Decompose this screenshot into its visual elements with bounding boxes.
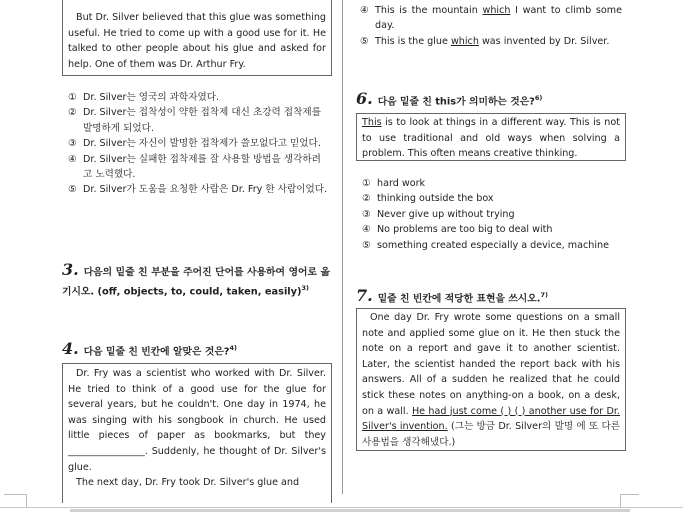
q5-option-4[interactable]: ④ This is the mountain which I want to climb some day. (360, 5, 622, 32)
q7-answer-sentence[interactable]: He had just come ( ) ( ) another use for Dr. Silver's invention. (362, 405, 620, 433)
q7-title: 밑줄 친 빈칸에 적당한 표현을 쓰시오. (377, 293, 541, 305)
passage-box-q7 (356, 308, 626, 451)
q2-option-4[interactable]: ④ Dr. Silver는 실패한 접착제를 잘 사용할 방법을 생각하려고 노력했다. (68, 153, 321, 181)
q2-options (68, 90, 330, 198)
q6-passage-text: is to look at things in a different way. This is not to use traditional and old ways when solving a problem. This often means creative thinking. (362, 117, 620, 160)
passage-box-q6 (356, 113, 626, 161)
q6-heading (356, 91, 626, 109)
column-divider (342, 0, 343, 494)
q6-underlined-this: This (362, 117, 382, 128)
q7-heading (356, 288, 626, 306)
q4-title: 다음 밑줄 친 빈칸에 알맞은 것은? (83, 346, 230, 358)
q4-number: 4. (62, 339, 79, 359)
q4-heading (62, 341, 330, 359)
page-footer-mark-right (620, 494, 639, 508)
horizontal-scrollbar[interactable] (70, 509, 630, 512)
q3-heading (62, 262, 330, 299)
q2-option-5[interactable]: ⑤ Dr. Silver가 도움을 요청한 사람은 Dr. Fry 한 사람이었다. (68, 184, 328, 196)
q7-korean-translation: (그는 방금 Dr. Silver의 발명 에 또 다른 사용법을 생각해냈다.) (362, 421, 620, 448)
q4-footnote: 4) (229, 344, 237, 352)
q3-number: 3. (62, 260, 79, 279)
q3-footnote: 3) (301, 283, 310, 292)
q6-title: 다음 밑줄 친 this가 의미하는 것은? (377, 96, 535, 108)
q6-option-3[interactable]: ③ Never give up without trying (362, 208, 515, 220)
q4-answer-blank[interactable]: ________________ (68, 445, 145, 457)
q4-passage-part2: . Suddenly, he thought of Dr. Silver's glue. (68, 445, 326, 473)
q4-passage-part1: Dr. Fry was a scientist who worked with Dr. Silver. He tried to think of a good use for the glue for several years, but he couldn't. One day in 1974, he was singing with his songbook in church. He used little pieces of paper as bookmarks, but they (68, 368, 326, 442)
q7-footnote: 7) (540, 291, 548, 299)
page-bottom-rule (0, 507, 683, 508)
q6-footnote: 6) (534, 94, 543, 102)
q3-title: 다음의 밑줄 친 부분을 주어진 단어를 사용하여 영어로 옮기시오. (off, objects, to, could, taken, easily) (62, 267, 330, 297)
q6-options (362, 176, 624, 253)
q2-option-1[interactable]: ① Dr. Silver는 영국의 과학자였다. (68, 92, 220, 103)
passage-box-q4 (62, 363, 332, 503)
q6-number: 6. (356, 89, 373, 109)
q6-option-4[interactable]: ④ No problems are too big to deal with (362, 224, 553, 236)
passage-top-text: But Dr. Silver believed that this glue was something useful. He tried to come up with a good use for it. He talked to other people about his glue and asked for help. One of them was Dr. Arthur Fry. (68, 12, 326, 70)
q5-options (360, 3, 622, 49)
q6-option-1[interactable]: ① hard work (362, 178, 426, 189)
q6-option-5[interactable]: ⑤ something created especially a device, machine (362, 239, 609, 251)
page-footer-mark-left (4, 494, 27, 508)
q7-number: 7. (356, 286, 373, 306)
q2-option-2[interactable]: ② Dr. Silver는 접착성이 약한 접착제 대신 초강력 접착제를 발명하게 되었다. (68, 107, 321, 134)
q7-passage-main: One day Dr. Fry wrote some questions on a small note and applied some glue on it. He then stuck the note on a report and gave it to another scientist. Later, the scientist handed the report back with his answers. All of a sudden he realized that he could stick these notes on anything-on a book, on a desk, on a wall. (362, 312, 620, 417)
q5-option-5[interactable]: ⑤ This is the glue which was invented by Dr. Silver. (360, 35, 610, 47)
q2-option-3[interactable]: ③ Dr. Silver는 자신이 발명한 접착제가 쓸모없다고 믿었다. (68, 138, 321, 150)
q4-passage-part3: The next day, Dr. Fry took Dr. Silver's glue and (76, 477, 300, 489)
passage-box-top (62, 0, 332, 76)
q6-option-2[interactable]: ② thinking outside the box (362, 193, 494, 205)
